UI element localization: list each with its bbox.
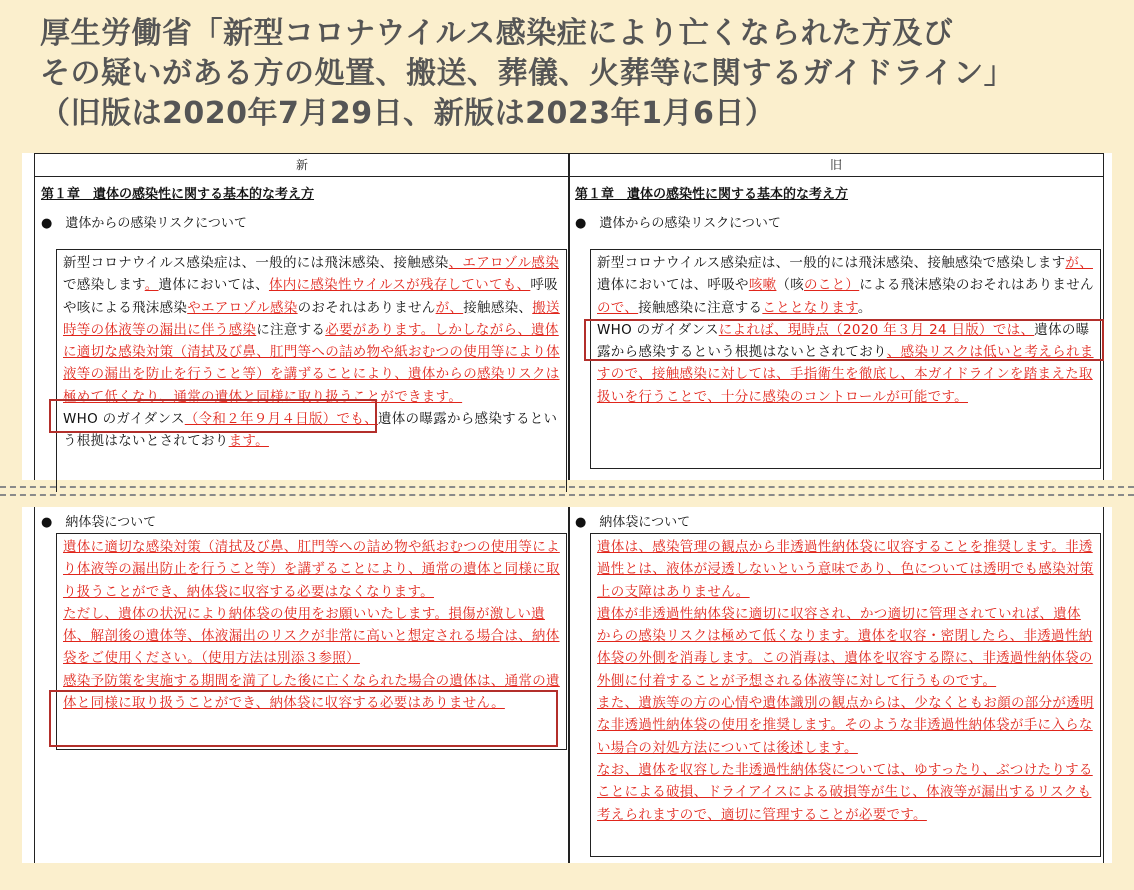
old-bag-column: [568, 507, 1104, 863]
new-risk-heading: ● 遺体からの感染リスクについて: [41, 216, 247, 231]
page-title: [40, 14, 1120, 134]
title-line-1: 厚生労働省「新型コロナウイルス感染症により亡くなられた方及び: [40, 16, 954, 51]
old-risk-heading: ● 遺体からの感染リスクについて: [575, 216, 781, 231]
old-risk-text-box: 新型コロナウイルス感染症は、一般的には飛沫感染、接触感染で感染しますが、遺体においては、呼吸や咳嗽（咳のこと）による飛沫感染のおそれはありませんので、接触感染に注意することとなります。 WHO のガイダンスによれば、現時点（2020 年３月 24 日版）では、遺体の曝露から感染するという根拠はないとされており、感染リスクは低いと考えられますので、接触感染に対しては、手指衛生を徹底し、本ガイドラインを踏まえた取扱いを行うことで、十分に感染のコントロールが可能です。: [590, 249, 1101, 469]
new-bag-heading: ● 納体袋について: [41, 515, 157, 530]
new-bag-column: [34, 507, 570, 863]
old-column: [568, 153, 1104, 480]
new-bag-text-box: 遺体に適切な感染対策（清拭及び鼻、肛門等への詰め物や紙おむつの使用等により体液等の漏出防止を行うこと等）を講ずることにより、通常の遺体と同様に取り扱うことができ、納体袋に収容する必要はなくなります。 ただし、遺体の状況により納体袋の使用をお願いいたします。損傷が激しい遺体、解剖後の遺体等、体液漏出のリスクが非常に高いと想定される場合は、納体袋をご使用ください。（使用方法は別添３参照） 感染予防策を実施する期間を満了した後に亡くなられた場合の遺体は、通常の遺体と同様に取り扱うことができ、納体袋に収容する必要はありません。: [56, 533, 567, 750]
comparison-table-bottom: [22, 507, 1112, 863]
old-chapter-heading: 第１章 遺体の感染性に関する基本的な考え方: [575, 187, 849, 202]
cut-line-top: [0, 486, 1134, 488]
title-line-2: その疑いがある方の処置、搬送、葬儀、火葬等に関するガイドライン」: [40, 56, 1015, 91]
comparison-table-top: [22, 153, 1112, 480]
title-line-3: （旧版は2020年7月29日、新版は2023年1月6日）: [40, 96, 776, 131]
new-column: [34, 153, 570, 480]
old-bag-heading: ● 納体袋について: [575, 515, 691, 530]
new-risk-text-box: 新型コロナウイルス感染症は、一般的には飛沫感染、接触感染、エアロゾル感染で感染します。遺体においては、体内に感染性ウイルスが残存していても、呼吸や咳による飛沫感染やエアロゾル感染のおそれはありませんが、接触感染、搬送時等の体液等の漏出に伴う感染に注意する必要があります。しかしながら、遺体に適切な感染対策（清拭及び鼻、肛門等への詰め物や紙おむつの使用等により体液等の漏出を防止を行うこと等）を講ずることにより、遺体からの感染リスクは極めて低くなり、通常の遺体と同様に取り扱うことができます。 WHO のガイダンス（令和２年９月４日版）でも、遺体の曝露から感染するという根拠はないとされております。: [56, 249, 567, 492]
old-column-header: 旧: [569, 153, 1103, 177]
new-column-header: 新: [35, 153, 569, 177]
cut-line-bottom: [0, 494, 1134, 496]
old-bag-text-box: 遺体は、感染管理の観点から非透過性納体袋に収容することを推奨します。非透過性とは、液体が浸透しないという意味であり、色については透明でも感染対策上の支障はありません。 遺体が非透過性納体袋に適切に収容され、かつ適切に管理されていれば、遺体からの感染リスクは極めて低くなります。遺体を収容・密閉したら、非透過性納体袋の外側を消毒します。この消毒は、遺体を収容する際に、非透過性納体袋の外側に付着することが予想される体液等に対して行うものです。 また、遺族等の方の心情や遺体識別の観点からは、少なくともお顔の部分が透明な非透過性納体袋の使用を推奨します。そのような非透過性納体袋が手に入らない場合の対処方法については後述します。 なお、遺体を収容した非透過性納体袋については、ゆすったり、ぶつけたりすることによる破損、ドライアイスによる破損等が生じ、体液等が漏出するリスクも考えられますので、適切に管理することが必要です。: [590, 533, 1101, 857]
new-chapter-heading: 第１章 遺体の感染性に関する基本的な考え方: [41, 187, 315, 202]
